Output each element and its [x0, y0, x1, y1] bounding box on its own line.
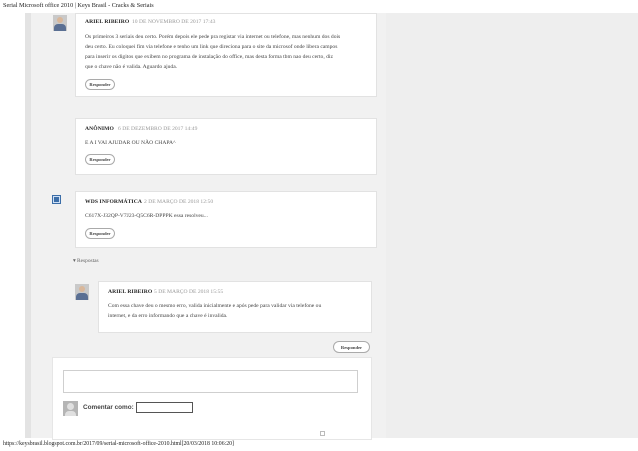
- comment-as-select[interactable]: [136, 402, 193, 413]
- reply-text: [108, 301, 366, 321]
- comment-date[interactable]: 6 DE DEZEMBRO DE 2017 14:49: [118, 126, 198, 132]
- comment-date[interactable]: 10 DE NOVEMBRO DE 2017 17:43: [132, 19, 216, 25]
- comment-as-label: Comentar como:: [83, 404, 134, 411]
- user-avatar-icon[interactable]: [75, 284, 89, 300]
- reply-button[interactable]: Responder: [85, 79, 115, 90]
- comment-text: [85, 138, 370, 148]
- comment-author[interactable]: ANÔNIMO: [85, 126, 114, 132]
- comment-text: [85, 32, 370, 72]
- thread-reply-button[interactable]: Responder: [333, 341, 370, 353]
- comment-date[interactable]: 2 DE MARÇO DE 2018 12:50: [144, 199, 214, 205]
- replies-toggle[interactable]: ▾ Respostas: [73, 258, 99, 264]
- comment-line: deu certo. Eu coloquei fim via telefone e tenho um link que direciona para o site da microsof onde libera campos: [85, 44, 338, 50]
- comment-line: E A I VAI AJUDAR OU NÃO CHAPA^: [85, 140, 176, 146]
- comment-author[interactable]: ARIEL RIBEIRO: [85, 19, 130, 25]
- user-avatar-icon: [63, 401, 78, 416]
- comment-line: C617X-J32QP-V7J23-Q5C6R-DPPPK essa resolveu...: [85, 213, 208, 219]
- comment-line: Os primeiros 3 seriais deu certo. Porém depois ele pede pra registar via internet ou telefone, mas nenhum dos dois: [85, 34, 341, 40]
- comment-line: para inserir os digitos que exibem no programa de instalação do office, mas desta forma tbm nao deu certo, diz: [85, 54, 333, 60]
- user-avatar-icon[interactable]: [53, 15, 67, 31]
- reply-button[interactable]: Responder: [85, 154, 115, 165]
- reply-author[interactable]: ARIEL RIBEIRO: [108, 289, 153, 295]
- comment-line: que o chave não é valida. Aguardo ajuda.: [85, 64, 178, 70]
- reply-button[interactable]: Responder: [85, 228, 115, 239]
- comment-author[interactable]: WDS INFORMÁTICA: [85, 199, 142, 205]
- sidebar-area: [386, 13, 638, 438]
- page-title: Serial Microsoft office 2010 | Keys Brasil - Cracks & Seriais: [3, 2, 154, 9]
- reply-date[interactable]: 5 DE MARÇO DE 2018 15:55: [154, 289, 224, 295]
- reply-line: Com essa chave deu o mesmo erro, valida inicialmente e após pede para validar via telefone ou: [108, 303, 322, 309]
- comment-text: [85, 211, 370, 221]
- scroll-handle[interactable]: [320, 431, 325, 436]
- reply-line: internet, e da erro informando que a chave é invalida.: [108, 313, 228, 319]
- comment-textarea[interactable]: [63, 370, 358, 393]
- footer-url: https://keysbrasil.blogspot.com.br/2017/09/serial-microsoft-office-2010.html[20/03/2018 10:06:20]: [3, 441, 234, 447]
- blogger-icon[interactable]: [52, 195, 61, 204]
